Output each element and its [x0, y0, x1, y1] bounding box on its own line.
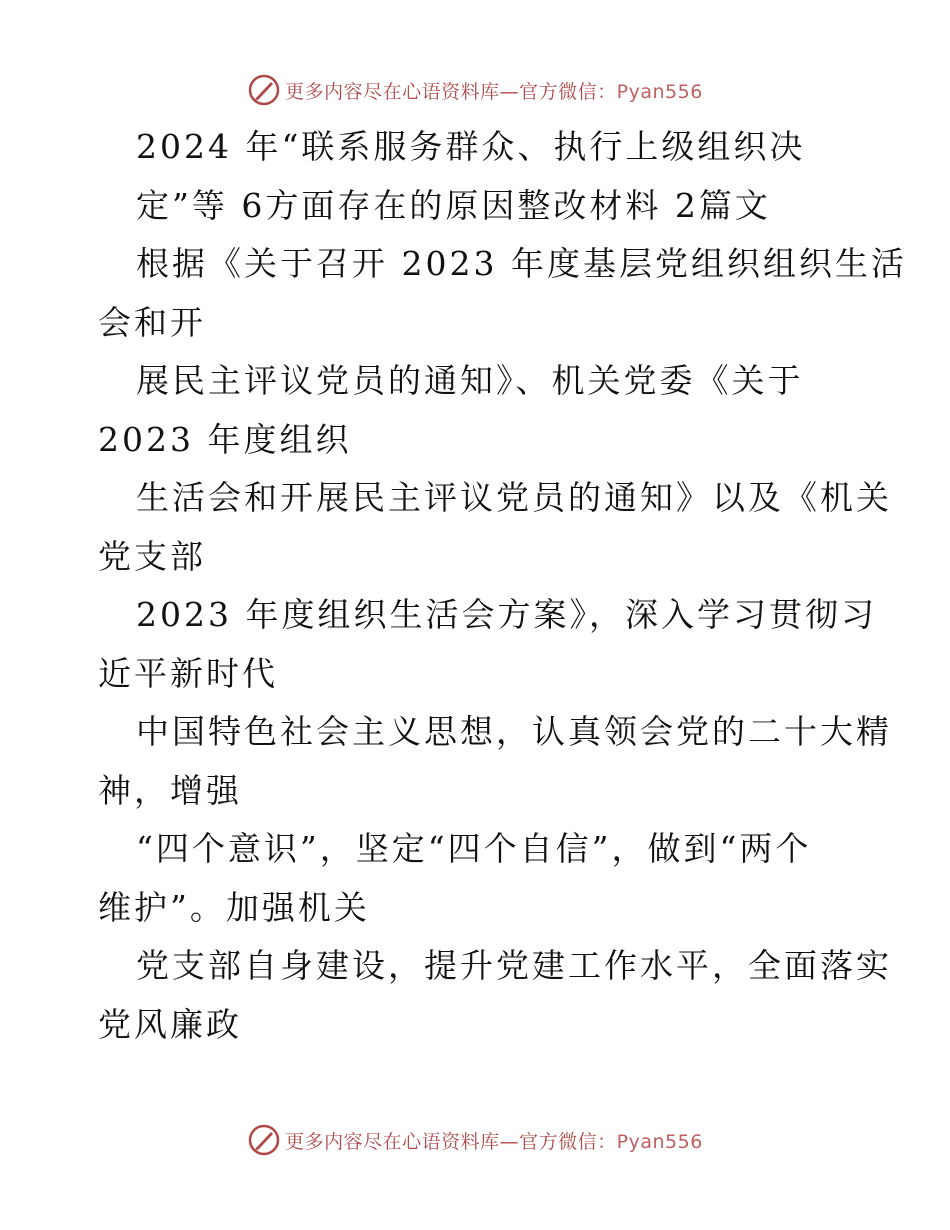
- paragraph-line: 根据《关于召开 2023 年度基层党组织组织生活: [136, 244, 907, 283]
- watermark-footer: [0, 1120, 950, 1160]
- paragraph-line: 会和开: [98, 302, 206, 342]
- paragraph-line: 近平新时代: [98, 653, 278, 693]
- quill-logo-icon: [247, 1123, 281, 1157]
- watermark-id: Pyan556: [616, 1130, 703, 1153]
- paragraph-line: 党支部: [98, 536, 206, 576]
- paragraph-line: 生活会和开展民主评议党员的通知》以及《机关: [136, 478, 892, 517]
- watermark-header: [0, 70, 950, 110]
- title-line-1: 2024 年“联系服务群众、执行上级组织决: [136, 127, 806, 166]
- paragraph-line: 党支部自身建设，提升党建工作水平，全面落实: [136, 946, 892, 985]
- watermark-text: 更多内容尽在心语资料库—官方微信：: [285, 80, 617, 103]
- paragraph-line: 维护”。加强机关: [98, 887, 370, 927]
- paragraph-line: 党风廉政: [98, 1004, 242, 1044]
- watermark-id: Pyan556: [616, 80, 703, 103]
- paragraph-line: “四个意识”，坚定“四个自信”，做到“两个: [136, 829, 812, 868]
- quill-logo-icon: [247, 73, 281, 107]
- paragraph-line: 2023 年度组织生活会方案》，深入学习贯彻习: [136, 595, 877, 634]
- document-body: [98, 118, 907, 1054]
- paragraph-line: 展民主评议党员的通知》、机关党委《关于: [136, 361, 804, 400]
- paragraph-line: 2023 年度组织: [98, 419, 352, 459]
- title-line-2: 定”等 6方面存在的原因整改材料 2篇文: [136, 185, 771, 225]
- paragraph-line: 中国特色社会主义思想，认真领会党的二十大精: [136, 712, 892, 751]
- paragraph-line: 神，增强: [98, 770, 242, 810]
- watermark-text: 更多内容尽在心语资料库—官方微信：: [285, 1130, 617, 1153]
